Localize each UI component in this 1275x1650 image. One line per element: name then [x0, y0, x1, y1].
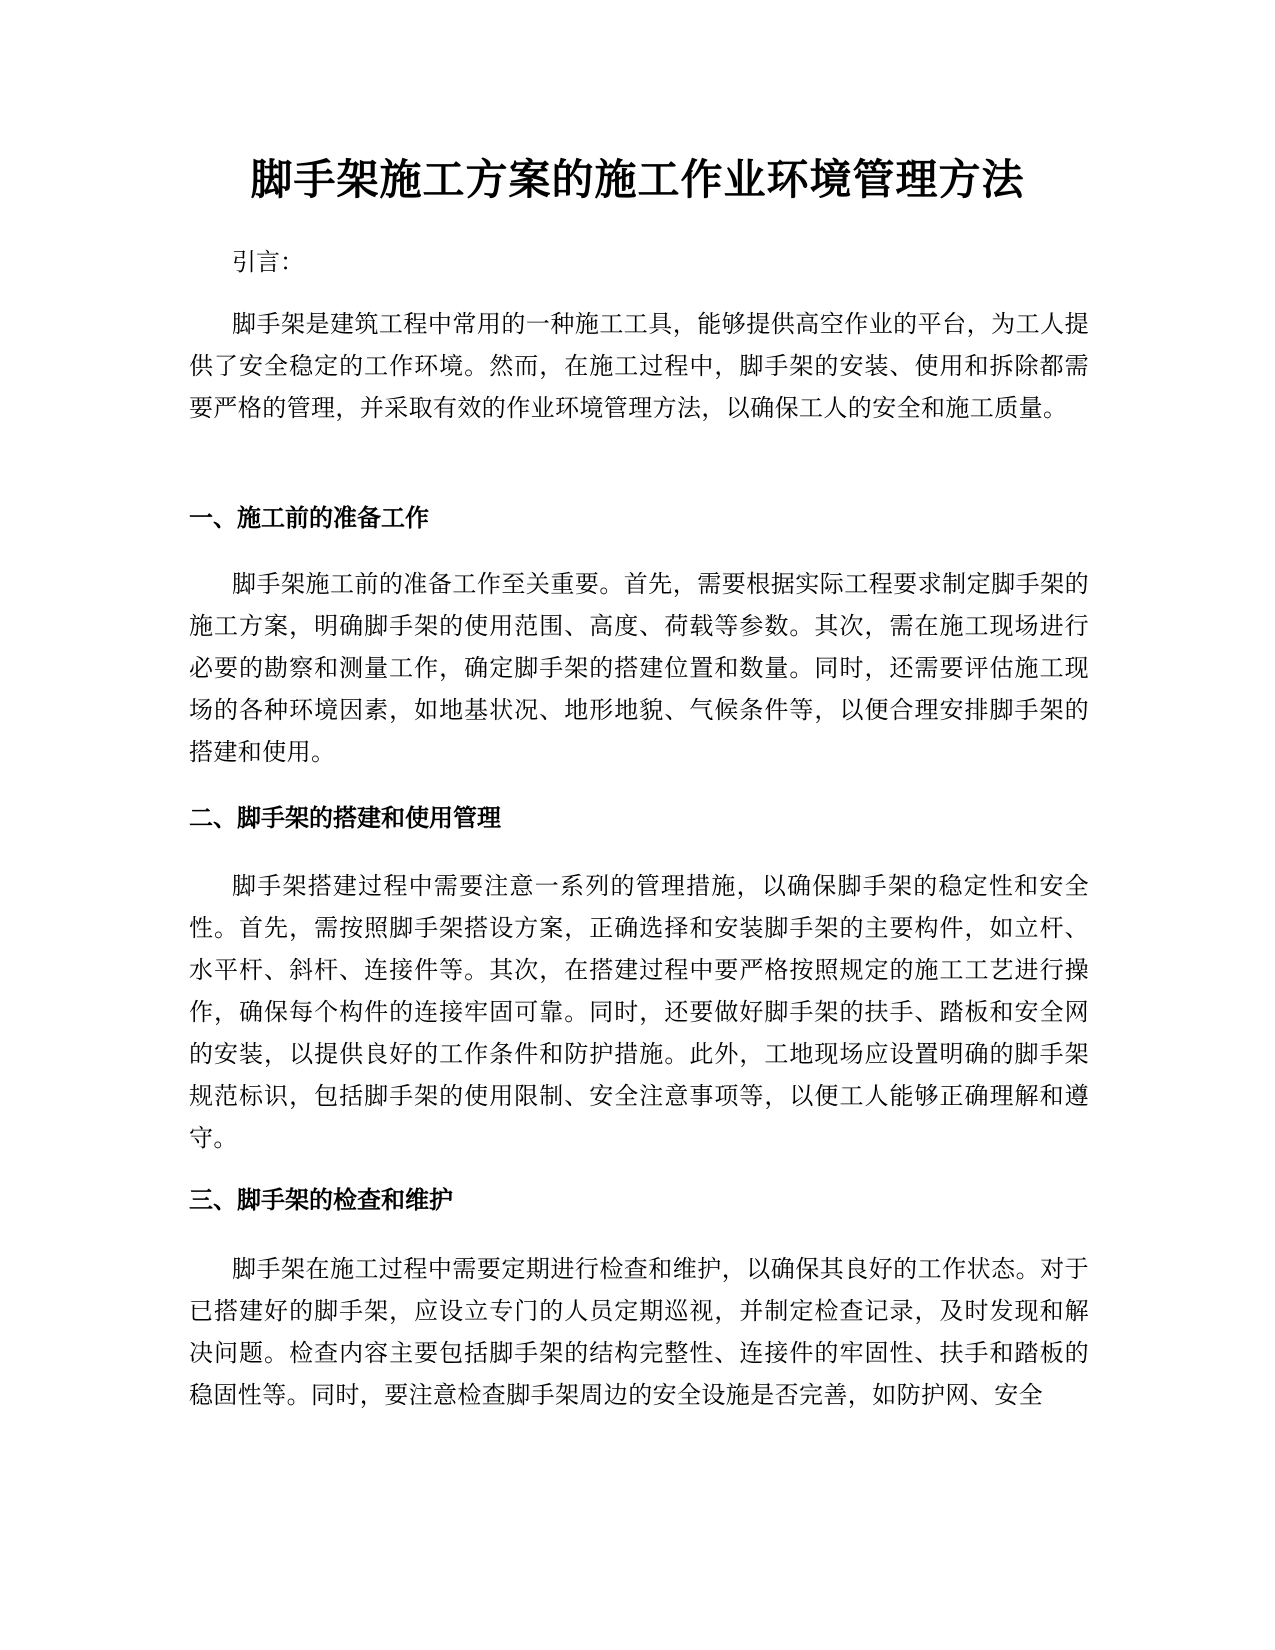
section-heading-erection-use: 二、脚手架的搭建和使用管理 — [189, 804, 501, 832]
intro-label: 引言： — [232, 248, 304, 276]
section-body-inspection: 脚手架在施工过程中需要定期进行检查和维护，以确保其良好的工作状态。对于已搭建好的脚手架，应设立专门的人员定期巡视，并制定检查记录，及时发现和解决问题。检查内容主要包括脚手架的结构完整性、连接件的牢固性、扶手和踏板的稳固性等。同时，要注意检查脚手架周边的安全设施是否完善，如防护网、安全 — [189, 1255, 1089, 1409]
document-title: 脚手架施工方案的施工作业环境管理方法 — [250, 155, 1025, 204]
section-body-preparation: 脚手架施工前的准备工作至关重要。首先，需要根据实际工程要求制定脚手架的施工方案，明确脚手架的使用范围、高度、荷载等参数。其次，需在施工现场进行必要的勘察和测量工作，确定脚手架的搭建位置和数量。同时，还需要评估施工现场的各种环境因素，如地基状况、地形地貌、气候条件等，以便合理安排脚手架的搭建和使用。 — [189, 570, 1089, 766]
intro-paragraph: 脚手架是建筑工程中常用的一种施工工具，能够提供高空作业的平台，为工人提供了安全稳定的工作环境。然而，在施工过程中，脚手架的安装、使用和拆除都需要严格的管理，并采取有效的作业环境管理方法，以确保工人的安全和施工质量。 — [189, 310, 1089, 422]
section-heading-preparation: 一、施工前的准备工作 — [189, 504, 429, 532]
section-heading-inspection: 三、脚手架的检查和维护 — [189, 1186, 453, 1214]
section-body-erection-use: 脚手架搭建过程中需要注意一系列的管理措施，以确保脚手架的稳定性和安全性。首先，需按照脚手架搭设方案，正确选择和安装脚手架的主要构件，如立杆、水平杆、斜杆、连接件等。其次，在搭建过程中要严格按照规定的施工工艺进行操作，确保每个构件的连接牢固可靠。同时，还要做好脚手架的扶手、踏板和安全网的安装，以提供良好的工作条件和防护措施。此外，工地现场应设置明确的脚手架规范标识，包括脚手架的使用限制、安全注意事项等，以便工人能够正确理解和遵守。 — [189, 872, 1089, 1152]
